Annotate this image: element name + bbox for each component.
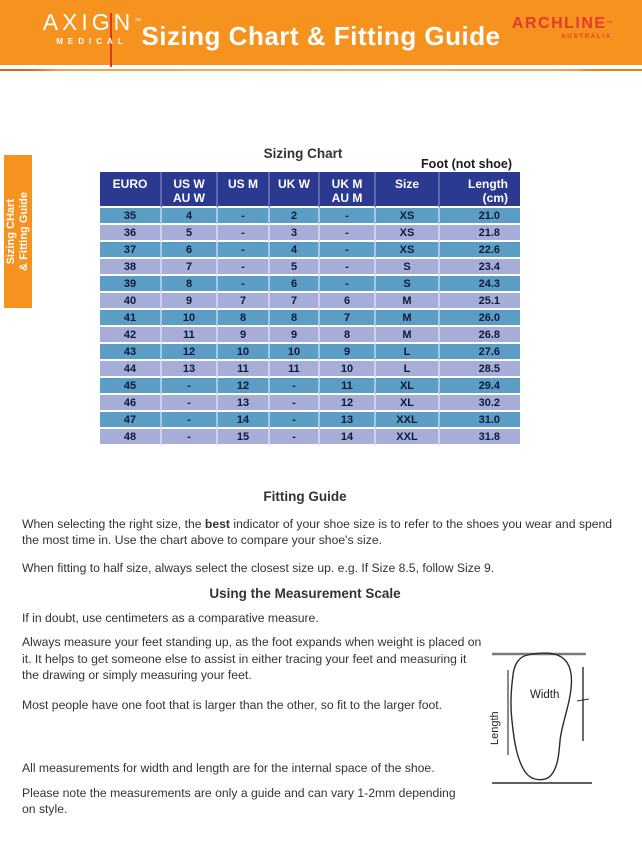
- table-row: [100, 276, 520, 293]
- table-cell: -: [218, 225, 270, 242]
- table-cell: 12: [162, 344, 218, 361]
- foot-outline: [511, 653, 572, 780]
- table-cell: S: [376, 259, 440, 276]
- table-cell: -: [270, 378, 320, 395]
- measurement-paragraph-1: If in doubt, use centimeters as a comparative measure.: [22, 611, 319, 625]
- col-header-usm: US M: [218, 172, 270, 208]
- table-cell: 8: [162, 276, 218, 293]
- table-cell: 13: [320, 412, 376, 429]
- table-cell: 38: [100, 259, 162, 276]
- table-cell: -: [320, 242, 376, 259]
- axign-logo-subtext: MEDICAL: [56, 37, 128, 46]
- table-cell: 6: [162, 242, 218, 259]
- table-cell: XXL: [376, 412, 440, 429]
- table-cell: 11: [270, 361, 320, 378]
- table-cell: 21.0: [440, 208, 520, 225]
- col-header-euro: EURO: [100, 172, 162, 208]
- table-cell: M: [376, 293, 440, 310]
- fitting-guide-paragraph-2: When fitting to half size, always select the closest size up. e.g. If Size 8.5, follow Size 9.: [22, 561, 495, 575]
- side-tab-label-line2: & Fitting Guide: [18, 192, 30, 271]
- table-cell: 5: [162, 225, 218, 242]
- table-cell: -: [162, 395, 218, 412]
- table-cell: 11: [162, 327, 218, 344]
- side-tab-label-line1: Sizing CHart: [5, 198, 17, 265]
- table-cell: L: [376, 361, 440, 378]
- table-cell: 12: [218, 378, 270, 395]
- archline-logo-name: [508, 15, 618, 33]
- header-divider-line: [0, 69, 642, 71]
- table-cell: 31.8: [440, 429, 520, 446]
- table-cell: 15: [218, 429, 270, 446]
- table-cell: XS: [376, 242, 440, 259]
- table-cell: 26.8: [440, 327, 520, 344]
- measurement-paragraph-2: Always measure your feet standing up, as the foot expands when weight is placed on it. It helps to get someone else to assist in either tracing your feet and measuring it the drawing or simply measuring your feet.: [22, 635, 482, 682]
- table-cell: XL: [376, 378, 440, 395]
- table-cell: 4: [162, 208, 218, 225]
- table-cell: 9: [270, 327, 320, 344]
- measurement-scale-heading: Using the Measurement Scale: [209, 586, 401, 601]
- table-cell: 6: [320, 293, 376, 310]
- table-cell: 10: [218, 344, 270, 361]
- table-cell: 7: [320, 310, 376, 327]
- axign-logo-text: AXIGN: [42, 9, 135, 35]
- table-cell: 43: [100, 344, 162, 361]
- table-row: [100, 225, 520, 242]
- table-cell: 5: [270, 259, 320, 276]
- table-row: [100, 395, 520, 412]
- col-header-size: Size: [376, 172, 440, 208]
- table-row: [100, 378, 520, 395]
- sizing-chart-heading: Sizing Chart: [263, 146, 343, 161]
- header-bar: [0, 0, 642, 65]
- col-header-length: Length (cm): [440, 172, 520, 208]
- table-cell: 24.3: [440, 276, 520, 293]
- table-cell: -: [162, 429, 218, 446]
- table-row: [100, 242, 520, 259]
- table-cell: 10: [270, 344, 320, 361]
- sizing-table: [100, 172, 520, 446]
- table-cell: -: [320, 259, 376, 276]
- table-cell: M: [376, 310, 440, 327]
- table-row: [100, 293, 520, 310]
- axign-trademark: ™: [134, 18, 142, 25]
- table-cell: 10: [162, 310, 218, 327]
- measurement-paragraph-4: All measurements for width and length are for the internal space of the shoe.: [22, 761, 435, 775]
- table-cell: 45: [100, 378, 162, 395]
- table-cell: 9: [218, 327, 270, 344]
- header-row: [100, 172, 520, 208]
- table-cell: 7: [270, 293, 320, 310]
- table-row: [100, 208, 520, 225]
- table-cell: 31.0: [440, 412, 520, 429]
- table-cell: 8: [270, 310, 320, 327]
- foot-not-shoe-note: Foot (not shoe): [421, 157, 512, 171]
- measurement-paragraph-5: Please note the measurements are only a guide and can vary 1-2mm depending on style.: [22, 786, 456, 816]
- table-cell: XS: [376, 225, 440, 242]
- table-cell: -: [270, 412, 320, 429]
- table-cell: -: [270, 429, 320, 446]
- table-row: [100, 327, 520, 344]
- paragraph-text: indicator of your shoe size is to refer to the shoes you wear and spend the most time in. Use the chart above to compare your shoe's size.: [22, 517, 613, 547]
- table-cell: 12: [320, 395, 376, 412]
- table-cell: 35: [100, 208, 162, 225]
- table-cell: -: [218, 259, 270, 276]
- table-cell: 36: [100, 225, 162, 242]
- table-cell: -: [320, 208, 376, 225]
- table-cell: 30.2: [440, 395, 520, 412]
- table-cell: 27.6: [440, 344, 520, 361]
- table-cell: 37: [100, 242, 162, 259]
- page-title: Sizing Chart & Fitting Guide: [141, 21, 501, 51]
- table-cell: 23.4: [440, 259, 520, 276]
- table-cell: 42: [100, 327, 162, 344]
- table-cell: 10: [320, 361, 376, 378]
- table-row: [100, 412, 520, 429]
- paragraph-text: When selecting the right size, the: [22, 517, 205, 531]
- table-cell: S: [376, 276, 440, 293]
- table-cell: XXL: [376, 429, 440, 446]
- sizing-table-body: [100, 208, 520, 446]
- table-cell: -: [162, 378, 218, 395]
- table-row: [100, 429, 520, 446]
- table-cell: XS: [376, 208, 440, 225]
- table-cell: L: [376, 344, 440, 361]
- table-cell: 4: [270, 242, 320, 259]
- table-cell: 8: [218, 310, 270, 327]
- table-cell: 13: [218, 395, 270, 412]
- col-header-ukw: UK W: [270, 172, 320, 208]
- table-cell: -: [320, 225, 376, 242]
- table-cell: 6: [270, 276, 320, 293]
- table-row: [100, 344, 520, 361]
- table-cell: 29.4: [440, 378, 520, 395]
- table-cell: 44: [100, 361, 162, 378]
- table-cell: 40: [100, 293, 162, 310]
- table-row: [100, 310, 520, 327]
- foot-measurement-diagram: [486, 645, 626, 795]
- fitting-guide-paragraph-1: [22, 516, 628, 548]
- archline-logo-subtext: AUSTRALIA: [561, 34, 612, 40]
- table-cell: -: [320, 276, 376, 293]
- table-cell: 47: [100, 412, 162, 429]
- sizing-table-header: [100, 172, 520, 208]
- table-cell: M: [376, 327, 440, 344]
- table-cell: 28.5: [440, 361, 520, 378]
- table-cell: 7: [162, 259, 218, 276]
- length-label: Length: [489, 711, 501, 745]
- table-cell: XL: [376, 395, 440, 412]
- table-cell: 14: [218, 412, 270, 429]
- archline-logo-text: ARCHLINE: [511, 15, 607, 32]
- table-cell: 11: [320, 378, 376, 395]
- measurement-paragraph-3: Most people have one foot that is larger than the other, so fit to the larger foot.: [22, 698, 443, 712]
- table-cell: 11: [218, 361, 270, 378]
- table-cell: 48: [100, 429, 162, 446]
- table-cell: 2: [270, 208, 320, 225]
- table-cell: -: [270, 395, 320, 412]
- table-cell: 22.6: [440, 242, 520, 259]
- side-tab-sizing-chart: [4, 155, 32, 308]
- fitting-guide-heading: Fitting Guide: [263, 489, 347, 504]
- table-row: [100, 361, 520, 378]
- archline-trademark: ™: [606, 21, 615, 27]
- table-cell: -: [218, 242, 270, 259]
- table-cell: -: [162, 412, 218, 429]
- col-header-ukm: UK M AU M: [320, 172, 376, 208]
- table-row: [100, 259, 520, 276]
- archline-logo: [508, 15, 618, 40]
- table-cell: -: [218, 208, 270, 225]
- table-cell: 8: [320, 327, 376, 344]
- table-cell: 41: [100, 310, 162, 327]
- table-cell: 26.0: [440, 310, 520, 327]
- table-cell: 46: [100, 395, 162, 412]
- table-cell: 39: [100, 276, 162, 293]
- table-cell: 25.1: [440, 293, 520, 310]
- table-cell: -: [218, 276, 270, 293]
- table-cell: 3: [270, 225, 320, 242]
- table-cell: 9: [320, 344, 376, 361]
- col-header-usw: US W AU W: [162, 172, 218, 208]
- width-label: Width: [530, 689, 560, 701]
- paragraph-bold-text: best: [204, 517, 230, 531]
- table-cell: 9: [162, 293, 218, 310]
- table-cell: 21.8: [440, 225, 520, 242]
- table-cell: 7: [218, 293, 270, 310]
- table-cell: 13: [162, 361, 218, 378]
- table-cell: 14: [320, 429, 376, 446]
